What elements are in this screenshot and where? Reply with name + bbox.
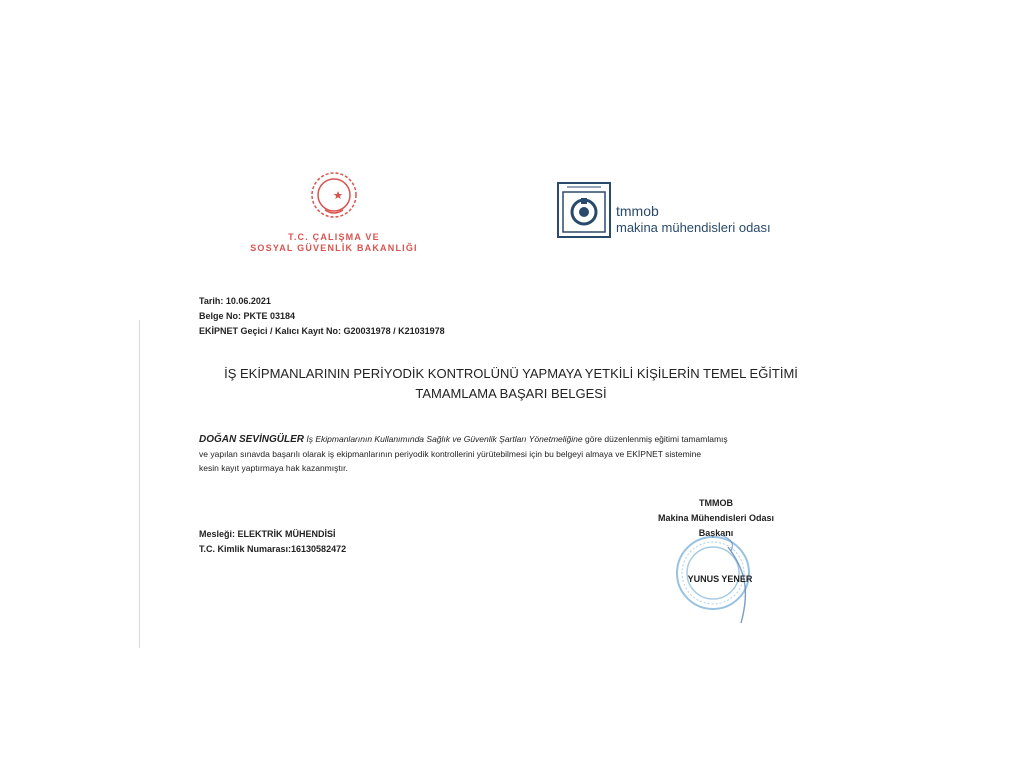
document-number: Belge No: PKTE 03184	[199, 311, 296, 321]
certificate-meta	[199, 294, 445, 339]
regulation-name: İş Ekipmanlarının Kullanımında Sağlık ve Güvenlik Şartları Yönetmeliğine	[306, 434, 583, 444]
body-line1-rest: göre düzenlenmiş eğitimi tamamlamış	[582, 434, 728, 444]
signature-org2: Makina Mühendisleri Odası	[657, 513, 775, 523]
tmmob-emblem-icon	[557, 182, 611, 238]
title-line1: İŞ EKİPMANLARININ PERİYODİK KONTROLÜNÜ YAPMAYA YETKİLİ KİŞİLERİN TEMEL EĞİTİMİ	[224, 366, 798, 381]
ministry-emblem-icon	[309, 170, 359, 220]
signature-role: Başkanı	[698, 528, 734, 538]
tc-id-number: T.C. Kimlik Numarası:16130582472	[199, 544, 347, 554]
page-edge-divider	[139, 320, 140, 648]
ministry-logo	[246, 170, 422, 254]
occupation: Mesleği: ELEKTRİK MÜHENDİSİ	[199, 529, 336, 539]
body-line3: kesin kayıt yaptırmaya hak kazanmıştır.	[199, 463, 348, 473]
recipient-name: DOĞAN SEVİNGÜLER	[199, 434, 305, 445]
tmmob-line1: tmmob	[616, 203, 659, 219]
tmmob-line2: makina mühendisleri odası	[616, 220, 771, 235]
signer-name: YUNUS YENER	[687, 574, 753, 584]
body-line1	[199, 432, 839, 447]
tmmob-logo	[557, 182, 787, 240]
signature-org1: TMMOB	[699, 498, 733, 508]
body-line2: ve yapılan sınavda başarılı olarak iş ekipmanlarının periyodik kontrollerini yürütebilmesi için bu belgeyi almaya ve EKİPNET sistemine	[199, 449, 702, 459]
recipient-details	[199, 527, 346, 557]
certificate-title	[186, 364, 836, 404]
title-line2: TAMAMLAMA BAŞARI BELGESİ	[415, 386, 607, 401]
ministry-line1: T.C. ÇALIŞMA VE	[288, 232, 380, 242]
certificate-body	[199, 432, 839, 475]
issue-date: Tarih: 10.06.2021	[199, 296, 271, 306]
ekipnet-registration: EKİPNET Geçici / Kalıcı Kayıt No: G20031978 / K21031978	[199, 326, 445, 336]
ministry-line2: SOSYAL GÜVENLİK BAKANLIĞI	[250, 243, 418, 253]
